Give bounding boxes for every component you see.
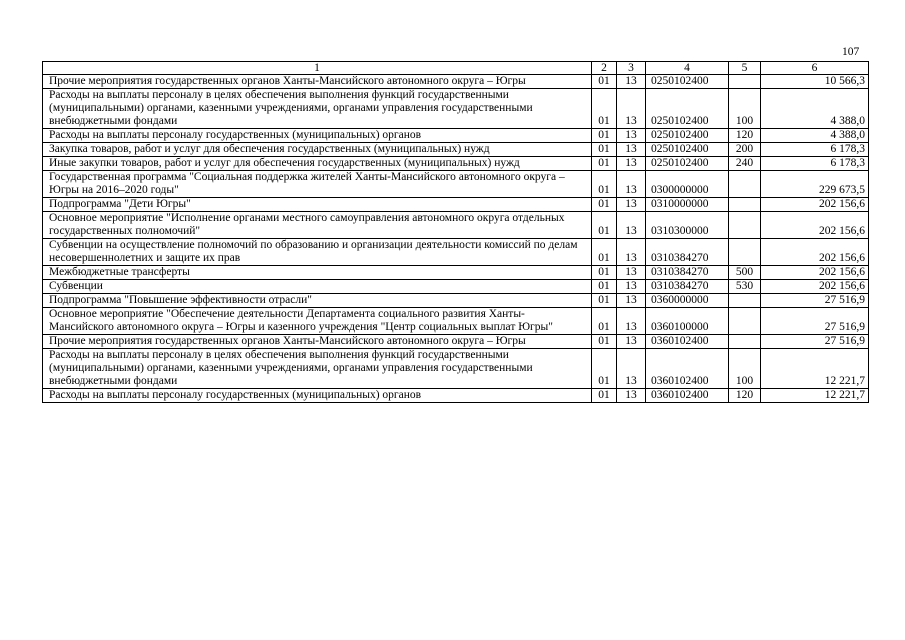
amount-cell: 27 516,9 — [761, 308, 869, 335]
subsection-code-cell: 13 — [617, 389, 646, 403]
section-code-cell: 01 — [592, 157, 617, 171]
target-article-code-cell: 0360102400 — [646, 349, 729, 389]
table-row — [43, 349, 869, 389]
table-row — [43, 198, 869, 212]
target-article-code-cell: 0360100000 — [646, 308, 729, 335]
column-header: 1 — [43, 62, 592, 75]
subsection-code-cell: 13 — [617, 157, 646, 171]
subsection-code-cell: 13 — [617, 89, 646, 129]
item-name-cell: Иные закупки товаров, работ и услуг для обеспечения государственных (муниципальных) нужд — [43, 157, 592, 171]
target-article-code-cell: 0360000000 — [646, 294, 729, 308]
column-header: 2 — [592, 62, 617, 75]
target-article-code-cell: 0310384270 — [646, 266, 729, 280]
subsection-code-cell: 13 — [617, 198, 646, 212]
item-name-cell: Подпрограмма "Повышение эффективности отрасли" — [43, 294, 592, 308]
target-article-code-cell: 0250102400 — [646, 89, 729, 129]
expense-type-code-cell: 240 — [729, 157, 761, 171]
table-row — [43, 157, 869, 171]
target-article-code-cell: 0310300000 — [646, 212, 729, 239]
amount-cell: 12 221,7 — [761, 349, 869, 389]
amount-cell: 202 156,6 — [761, 266, 869, 280]
subsection-code-cell: 13 — [617, 308, 646, 335]
target-article-code-cell: 0250102400 — [646, 129, 729, 143]
target-article-code-cell: 0360102400 — [646, 389, 729, 403]
target-article-code-cell: 0250102400 — [646, 75, 729, 89]
amount-cell: 27 516,9 — [761, 294, 869, 308]
item-name-cell: Государственная программа "Социальная поддержка жителей Ханты-Мансийского автономного округа – Югры на 2016–2020 годы" — [43, 171, 592, 198]
expense-type-code-cell: 100 — [729, 89, 761, 129]
section-code-cell: 01 — [592, 239, 617, 266]
amount-cell: 229 673,5 — [761, 171, 869, 198]
target-article-code-cell: 0310000000 — [646, 198, 729, 212]
column-header: 5 — [729, 62, 761, 75]
item-name-cell: Субвенции — [43, 280, 592, 294]
amount-cell: 4 388,0 — [761, 129, 869, 143]
amount-cell: 12 221,7 — [761, 389, 869, 403]
section-code-cell: 01 — [592, 266, 617, 280]
section-code-cell: 01 — [592, 198, 617, 212]
section-code-cell: 01 — [592, 294, 617, 308]
item-name-cell: Подпрограмма "Дети Югры" — [43, 198, 592, 212]
table-row — [43, 171, 869, 198]
section-code-cell: 01 — [592, 335, 617, 349]
table-row — [43, 143, 869, 157]
table-row — [43, 239, 869, 266]
target-article-code-cell: 0300000000 — [646, 171, 729, 198]
expense-type-code-cell — [729, 335, 761, 349]
section-code-cell: 01 — [592, 349, 617, 389]
table-header-row — [43, 62, 869, 75]
table-row — [43, 308, 869, 335]
subsection-code-cell: 13 — [617, 294, 646, 308]
amount-cell: 202 156,6 — [761, 239, 869, 266]
column-header: 4 — [646, 62, 729, 75]
expense-type-code-cell: 500 — [729, 266, 761, 280]
target-article-code-cell: 0250102400 — [646, 157, 729, 171]
expense-type-code-cell: 100 — [729, 349, 761, 389]
expense-type-code-cell — [729, 212, 761, 239]
section-code-cell: 01 — [592, 75, 617, 89]
section-code-cell: 01 — [592, 280, 617, 294]
section-code-cell: 01 — [592, 143, 617, 157]
amount-cell: 4 388,0 — [761, 89, 869, 129]
amount-cell: 27 516,9 — [761, 335, 869, 349]
table-row — [43, 294, 869, 308]
expense-type-code-cell — [729, 294, 761, 308]
page-number: 107 — [842, 46, 860, 58]
expense-type-code-cell: 120 — [729, 129, 761, 143]
amount-cell: 202 156,6 — [761, 212, 869, 239]
item-name-cell: Основное мероприятие "Обеспечение деятельности Департамента социального развития Ханты-Мансийского автономного округа – Югры и казенного учреждения "Центр социальных выплат Югры" — [43, 308, 592, 335]
expense-type-code-cell — [729, 171, 761, 198]
table-body — [43, 75, 869, 403]
budget-table — [42, 61, 869, 403]
expense-type-code-cell — [729, 75, 761, 89]
expense-type-code-cell: 530 — [729, 280, 761, 294]
table-row — [43, 89, 869, 129]
target-article-code-cell: 0310384270 — [646, 280, 729, 294]
table-row — [43, 75, 869, 89]
subsection-code-cell: 13 — [617, 239, 646, 266]
item-name-cell: Расходы на выплаты персоналу государственных (муниципальных) органов — [43, 389, 592, 403]
target-article-code-cell: 0310384270 — [646, 239, 729, 266]
section-code-cell: 01 — [592, 212, 617, 239]
subsection-code-cell: 13 — [617, 212, 646, 239]
expense-type-code-cell: 200 — [729, 143, 761, 157]
table-row — [43, 129, 869, 143]
subsection-code-cell: 13 — [617, 349, 646, 389]
item-name-cell: Расходы на выплаты персоналу в целях обеспечения выполнения функций государственными (муниципальными) органами, казенными учреждениями, органами управления государственными внебюджетными фондами — [43, 349, 592, 389]
subsection-code-cell: 13 — [617, 75, 646, 89]
table-row — [43, 266, 869, 280]
item-name-cell: Закупка товаров, работ и услуг для обеспечения государственных (муниципальных) нужд — [43, 143, 592, 157]
amount-cell: 202 156,6 — [761, 280, 869, 294]
table-row — [43, 335, 869, 349]
section-code-cell: 01 — [592, 389, 617, 403]
expense-type-code-cell — [729, 198, 761, 212]
item-name-cell: Расходы на выплаты персоналу государственных (муниципальных) органов — [43, 129, 592, 143]
item-name-cell: Прочие мероприятия государственных органов Ханты-Мансийского автономного округа – Югры — [43, 75, 592, 89]
item-name-cell: Прочие мероприятия государственных органов Ханты-Мансийского автономного округа – Югры — [43, 335, 592, 349]
expense-type-code-cell: 120 — [729, 389, 761, 403]
amount-cell: 202 156,6 — [761, 198, 869, 212]
item-name-cell: Субвенции на осуществление полномочий по образованию и организации деятельности комиссий по делам несовершеннолетних и защите их прав — [43, 239, 592, 266]
subsection-code-cell: 13 — [617, 129, 646, 143]
expense-type-code-cell — [729, 239, 761, 266]
table-row — [43, 389, 869, 403]
subsection-code-cell: 13 — [617, 171, 646, 198]
section-code-cell: 01 — [592, 89, 617, 129]
expense-type-code-cell — [729, 308, 761, 335]
column-header: 3 — [617, 62, 646, 75]
subsection-code-cell: 13 — [617, 143, 646, 157]
column-header: 6 — [761, 62, 869, 75]
target-article-code-cell: 0250102400 — [646, 143, 729, 157]
table-row — [43, 212, 869, 239]
section-code-cell: 01 — [592, 308, 617, 335]
section-code-cell: 01 — [592, 129, 617, 143]
amount-cell: 6 178,3 — [761, 143, 869, 157]
subsection-code-cell: 13 — [617, 280, 646, 294]
target-article-code-cell: 0360102400 — [646, 335, 729, 349]
item-name-cell: Межбюджетные трансферты — [43, 266, 592, 280]
subsection-code-cell: 13 — [617, 335, 646, 349]
table-row — [43, 280, 869, 294]
item-name-cell: Расходы на выплаты персоналу в целях обеспечения выполнения функций государственными (муниципальными) органами, казенными учреждениями, органами управления государственными внебюджетными фондами — [43, 89, 592, 129]
section-code-cell: 01 — [592, 171, 617, 198]
amount-cell: 6 178,3 — [761, 157, 869, 171]
item-name-cell: Основное мероприятие "Исполнение органами местного самоуправления автономного округа отдельных государственных полномочий" — [43, 212, 592, 239]
subsection-code-cell: 13 — [617, 266, 646, 280]
amount-cell: 10 566,3 — [761, 75, 869, 89]
